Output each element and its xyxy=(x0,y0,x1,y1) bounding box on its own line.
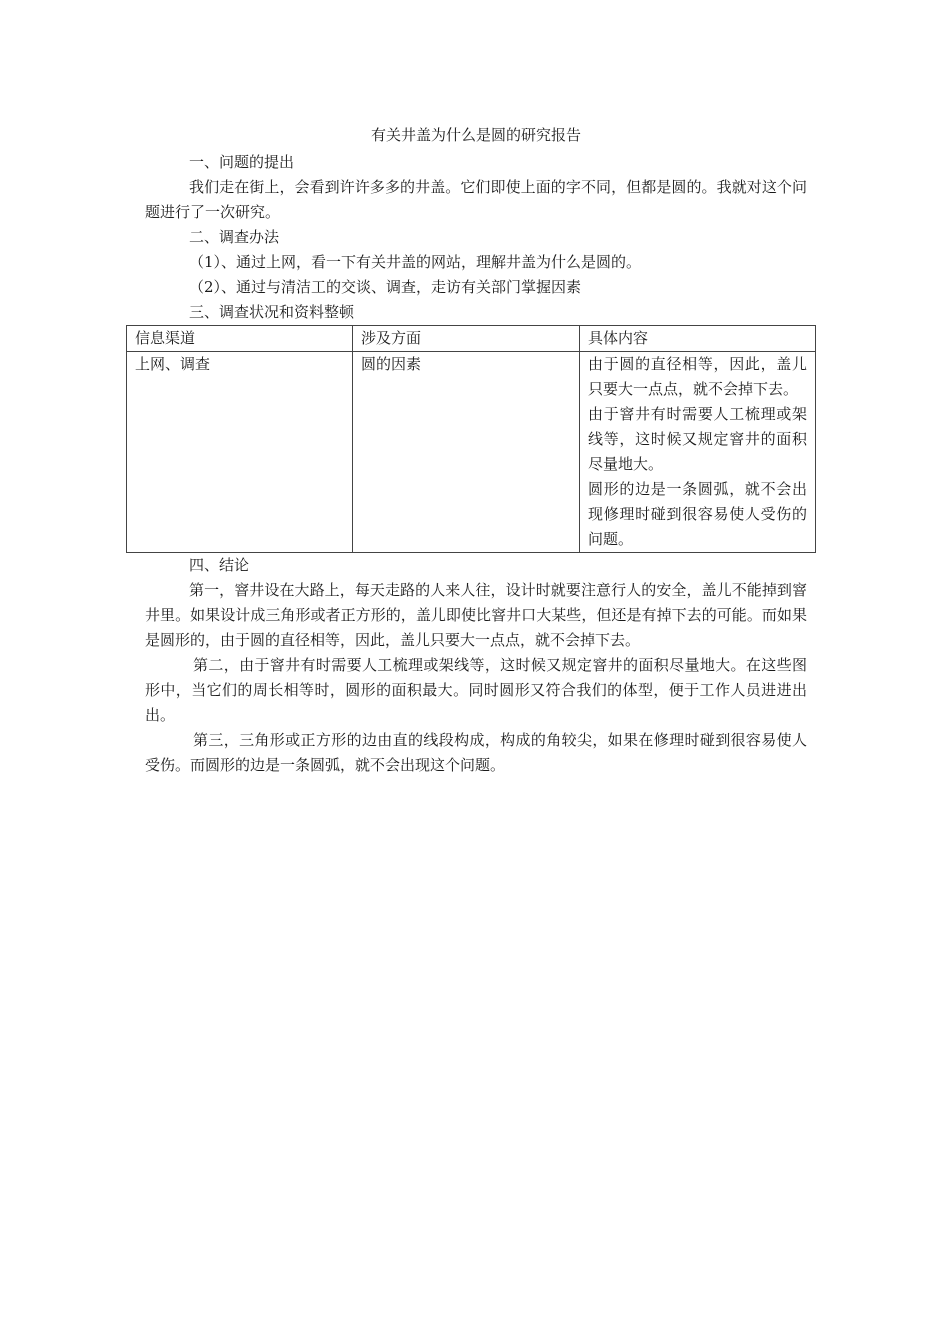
column-header-aspect: 涉及方面 xyxy=(353,326,580,352)
column-header-content: 具体内容 xyxy=(580,326,816,352)
document-title: 有关井盖为什么是圆的研究报告 xyxy=(370,126,581,144)
method-item-2: （2）、通过与清洁工的交谈、调查，走访有关部门掌握因素 xyxy=(189,278,582,296)
content-point-2: 由于窨井有时需要人工梳理或架线等，这时候又规定窨井的面积尽量地大。 xyxy=(588,405,807,473)
cell-channel: 上网、调查 xyxy=(127,352,353,553)
cell-aspect: 圆的因素 xyxy=(353,352,580,553)
section-heading-problem: 一、问题的提出 xyxy=(189,153,295,171)
section-heading-survey: 三、调查状况和资料整顿 xyxy=(189,303,355,321)
table-row xyxy=(127,352,816,553)
table-header-row xyxy=(127,326,816,352)
conclusion-paragraph-1: 第一，窨井设在大路上，每天走路的人来人往，设计时就要注意行人的安全，盖儿不能掉到窨井里。如果设计成三角形或者正方形的，盖儿即使比窨井口大某些，但还是有掉下去的可能。而如果是圆形的，由于圆的直径相等，因此，盖儿只要大一点点，就不会掉下去。 xyxy=(145,581,807,649)
column-header-channel: 信息渠道 xyxy=(127,326,353,352)
content-point-3: 圆形的边是一条圆弧，就不会出现修理时碰到很容易使人受伤的问题。 xyxy=(588,480,807,548)
cell-content xyxy=(580,352,816,553)
document-page xyxy=(135,120,807,778)
section-heading-method: 二、调查办法 xyxy=(189,228,280,246)
problem-paragraph: 我们走在街上，会看到许许多多的井盖。它们即使上面的字不同，但都是圆的。我就对这个问题进行了一次研究。 xyxy=(145,178,807,221)
section-heading-conclusion: 四、结论 xyxy=(189,556,250,574)
conclusion-paragraph-3: 第三，三角形或正方形的边由直的线段构成，构成的角较尖，如果在修理时碰到很容易使人受伤。而圆形的边是一条圆弧，就不会出现这个问题。 xyxy=(145,731,807,774)
survey-table xyxy=(126,325,816,553)
method-item-1: （1）、通过上网，看一下有关井盖的网站，理解井盖为什么是圆的。 xyxy=(189,253,642,271)
content-point-1: 由于圆的直径相等，因此，盖儿只要大一点点，就不会掉下去。 xyxy=(588,355,807,398)
conclusion-paragraph-2: 第二，由于窨井有时需要人工梳理或架线等，这时候又规定窨井的面积尽量地大。在这些图形中，当它们的周长相等时，圆形的面积最大。同时圆形又符合我们的体型，便于工作人员进进出出。 xyxy=(145,656,807,724)
